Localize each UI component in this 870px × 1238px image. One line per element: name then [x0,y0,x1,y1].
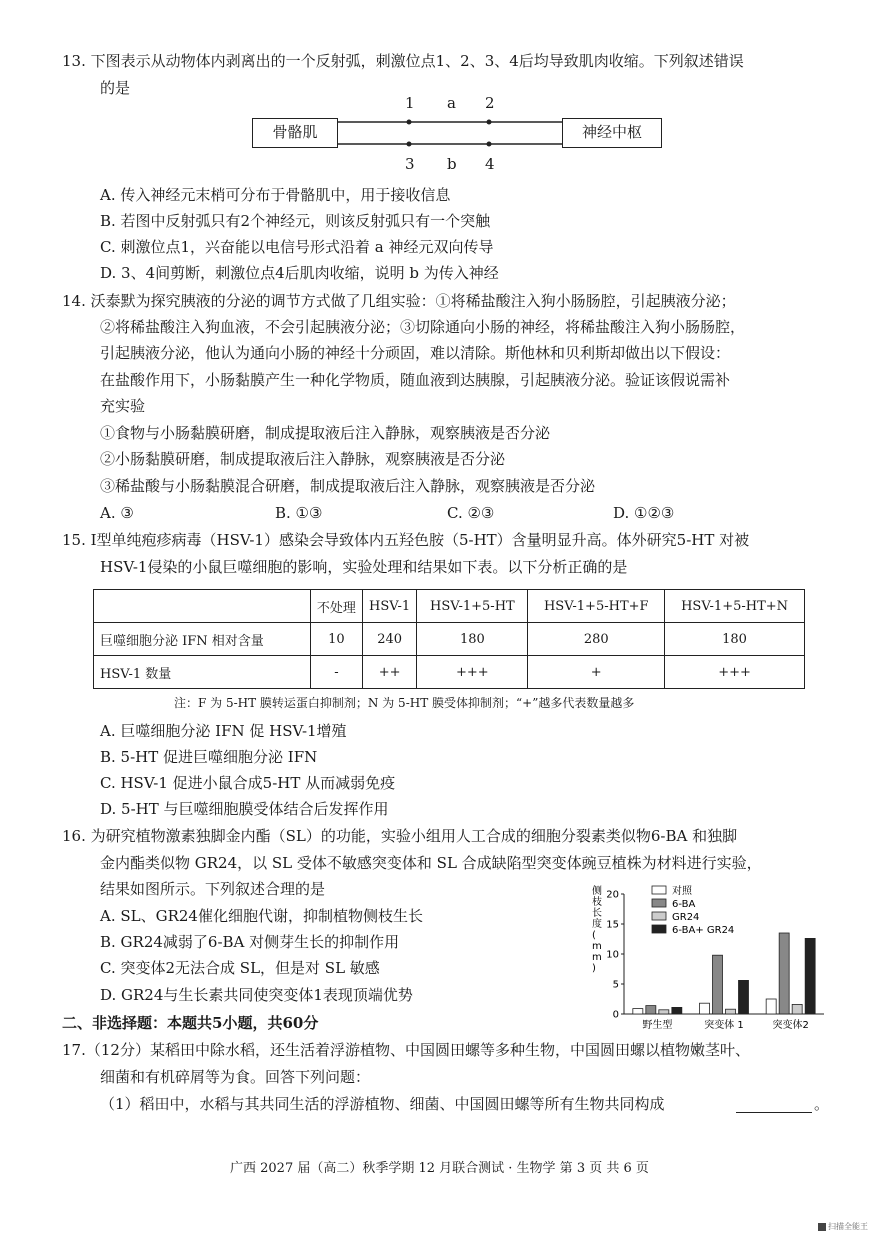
q14-option-a: A. ③ [100,504,134,522]
q14-stem-line4: 在盐酸作用下，小肠黏膜产生一种化学物质，随血液到达胰腺，引起胰液分泌。验证该假说需补 [100,371,731,389]
nerve-lines [250,92,670,182]
x-tick-label: 野生型 [642,1020,673,1031]
bar-3-2 [805,938,815,1014]
bar-2-2 [792,1004,802,1014]
q17-stem-line1: 17.（12分）某稻田中除水稻，还生活着浮游植物、中国圆田螺等多种生物，中国圆田螺以植物嫩茎叶、 [62,1041,750,1059]
legend-label: 6-BA+ GR24 [672,925,735,936]
q15-option-a: A. 巨噬细胞分泌 IFN 促 HSV-1增殖 [100,722,347,740]
answer-blank [736,1112,812,1113]
y-tick-label: 5 [612,979,619,991]
y-axis-label: 侧枝长度( m m ) [592,886,602,974]
experiment-table [93,589,805,689]
table-note: 注：F 为 5-HT 膜转运蛋白抑制剂；N 为 5-HT 膜受体抑制剂；“+”越多代表数量越多 [174,696,635,710]
q14-option-b: B. ①③ [275,504,323,522]
q14-option-c: C. ②③ [447,504,495,522]
label-2: 2 [485,94,495,112]
table-cell: +++ [665,656,805,689]
q14-item-1: ①食物与小肠黏膜研磨，制成提取液后注入静脉，观察胰液是否分泌 [100,424,551,442]
q13-option-a: A. 传入神经元末梢可分布于骨骼肌中，用于接收信息 [100,186,451,204]
table-cell: 280 [528,623,665,656]
table-cell: HSV-1 数量 [94,656,311,689]
q15-option-d: D. 5-HT 与巨噬细胞膜受体结合后发挥作用 [100,800,389,818]
legend-swatch [652,912,666,920]
label-4: 4 [485,155,495,173]
bar-0-2 [766,999,776,1014]
page-footer: 广西 2027 届（高二）秋季学期 12 月联合测试 · 生物学 第 3 页 共 6 页 [230,1161,649,1176]
legend-label: 6-BA [672,899,696,910]
q13-stem-line1: 13. 下图表示从动物体内剥离出的一个反射弧，刺激位点1、2、3、4后均导致肌肉收缩。下列叙述错误 [62,52,744,70]
q13-option-c: C. 刺激位点1，兴奋能以电信号形式沿着 a 神经元双向传导 [100,238,494,256]
point-4 [487,142,492,147]
bar-3-1 [739,980,749,1014]
point-2 [487,120,492,125]
table-cell: - [311,656,363,689]
q14-item-2: ②小肠黏膜研磨，制成提取液后注入静脉，观察胰液是否分泌 [100,450,506,468]
bar-0-1 [700,1003,710,1014]
table-cell: ++ [362,656,417,689]
table-row [94,656,805,689]
q16-option-c: C. 突变体2无法合成 SL，但是对 SL 敏感 [100,959,380,977]
q13-option-d: D. 3、4间剪断，刺激位点4后肌肉收缩，说明 b 为传入神经 [100,264,499,282]
bar-1-2 [779,933,789,1014]
table-cell: +++ [417,656,528,689]
table-cell: 180 [417,623,528,656]
table-header-cell: HSV-1+5-HT+F [528,590,665,623]
table-row [94,623,805,656]
bar-3-0 [672,1007,682,1014]
table-cell: + [528,656,665,689]
q16-stem-line3: 结果如图所示。下列叙述合理的是 [100,880,326,898]
q15-stem-line1: 15. Ⅰ型单纯疱疹病毒（HSV-1）感染会导致体内五羟色胺（5-HT）含量明显升高。体外研究5-HT 对被 [62,531,750,549]
legend-label: 对照 [672,886,692,897]
x-tick-label: 突变体 1 [704,1020,744,1031]
q16-stem-line1: 16. 为研究植物激素独脚金内酯（SL）的功能，实验小组用人工合成的细胞分裂素类似物6-BA 和独脚 [62,827,738,845]
q15-option-c: C. HSV-1 促进小鼠合成5-HT 从而减弱免疫 [100,774,396,792]
qr-icon [818,1223,826,1231]
q14-stem-line5: 充实验 [100,397,146,415]
section-2-heading: 二、非选择题：本题共5小题，共60分 [62,1014,319,1032]
y-tick-label: 0 [612,1009,619,1021]
q16-option-a: A. SL、GR24催化细胞代谢，抑制植物侧枝生长 [100,907,423,925]
y-tick-label: 10 [606,949,619,961]
nerve-center-box: 神经中枢 [562,118,662,148]
legend-label: GR24 [672,912,700,923]
q14-stem-line3: 引起胰液分泌，他认为通向小肠的神经十分顽固，难以清除。斯他林和贝利斯却做出以下假设： [100,344,731,362]
legend-swatch [652,886,666,894]
table-header-cell: HSV-1+5-HT+N [665,590,805,623]
q16-stem-line2: 金内酯类似物 GR24，以 SL 受体不敏感突变体和 SL 合成缺陷型突变体豌豆植株为材料进行实验， [100,854,762,872]
table-header-cell: HSV-1+5-HT [417,590,528,623]
label-a: a [447,94,456,112]
q14-stem-line2: ②将稀盐酸注入狗血液，不会引起胰液分泌；③切除通向小肠的神经，将稀盐酸注入狗小肠肠腔， [100,318,746,336]
table-cell: 10 [311,623,363,656]
bar-0-0 [633,1009,643,1014]
lateral-branch-chart [580,880,830,1040]
table-cell: 巨噬细胞分泌 IFN 相对含量 [94,623,311,656]
table-header-cell: 不处理 [311,590,363,623]
bar-1-0 [646,1006,656,1014]
q14-stem-line1: 14. 沃泰默为探究胰液的分泌的调节方式做了几组实验：①将稀盐酸注入狗小肠肠腔，引起胰液分泌； [62,292,736,310]
skeletal-muscle-box: 骨骼肌 [252,118,338,148]
q14-item-3: ③稀盐酸与小肠黏膜混合研磨，制成提取液后注入静脉，观察胰液是否分泌 [100,477,596,495]
q16-option-d: D. GR24与生长素共同使突变体1表现顶端优势 [100,986,413,1004]
y-tick-label: 15 [606,919,619,931]
bar-2-1 [726,1009,736,1014]
reflex-arc-diagram [250,92,670,182]
bar-2-0 [659,1010,669,1014]
x-tick-label: 突变体2 [772,1020,809,1031]
table-header-row [94,590,805,623]
q16-option-b: B. GR24减弱了6-BA 对侧芽生长的抑制作用 [100,933,400,951]
label-3: 3 [405,155,415,173]
q13-option-b: B. 若图中反射弧只有2个神经元，则该反射弧只有一个突触 [100,212,491,230]
q13-stem-line2: 的是 [100,79,131,97]
table-header-cell [94,590,311,623]
q15-stem-line2: HSV-1侵染的小鼠巨噬细胞的影响，实验处理和结果如下表。以下分析正确的是 [100,558,628,576]
label-1: 1 [405,94,415,112]
q14-option-d: D. ①②③ [613,504,675,522]
y-tick-label: 20 [606,889,619,901]
label-b: b [447,155,457,173]
legend-swatch [652,925,666,933]
table-cell: 240 [362,623,417,656]
q17-part1-end: 。 [814,1095,830,1113]
q17-stem-line2: 细菌和有机碎屑等为食。回答下列问题： [100,1068,371,1086]
q17-part1: （1）稻田中，水稻与其共同生活的浮游植物、细菌、中国圆田螺等所有生物共同构成 [100,1095,665,1113]
q15-option-b: B. 5-HT 促进巨噬细胞分泌 IFN [100,748,318,766]
point-1 [407,120,412,125]
table-header-cell: HSV-1 [362,590,417,623]
legend-swatch [652,899,666,907]
bar-1-1 [713,955,723,1014]
point-3 [407,142,412,147]
table-cell: 180 [665,623,805,656]
scanner-watermark: 扫描全能王 [818,1221,868,1232]
